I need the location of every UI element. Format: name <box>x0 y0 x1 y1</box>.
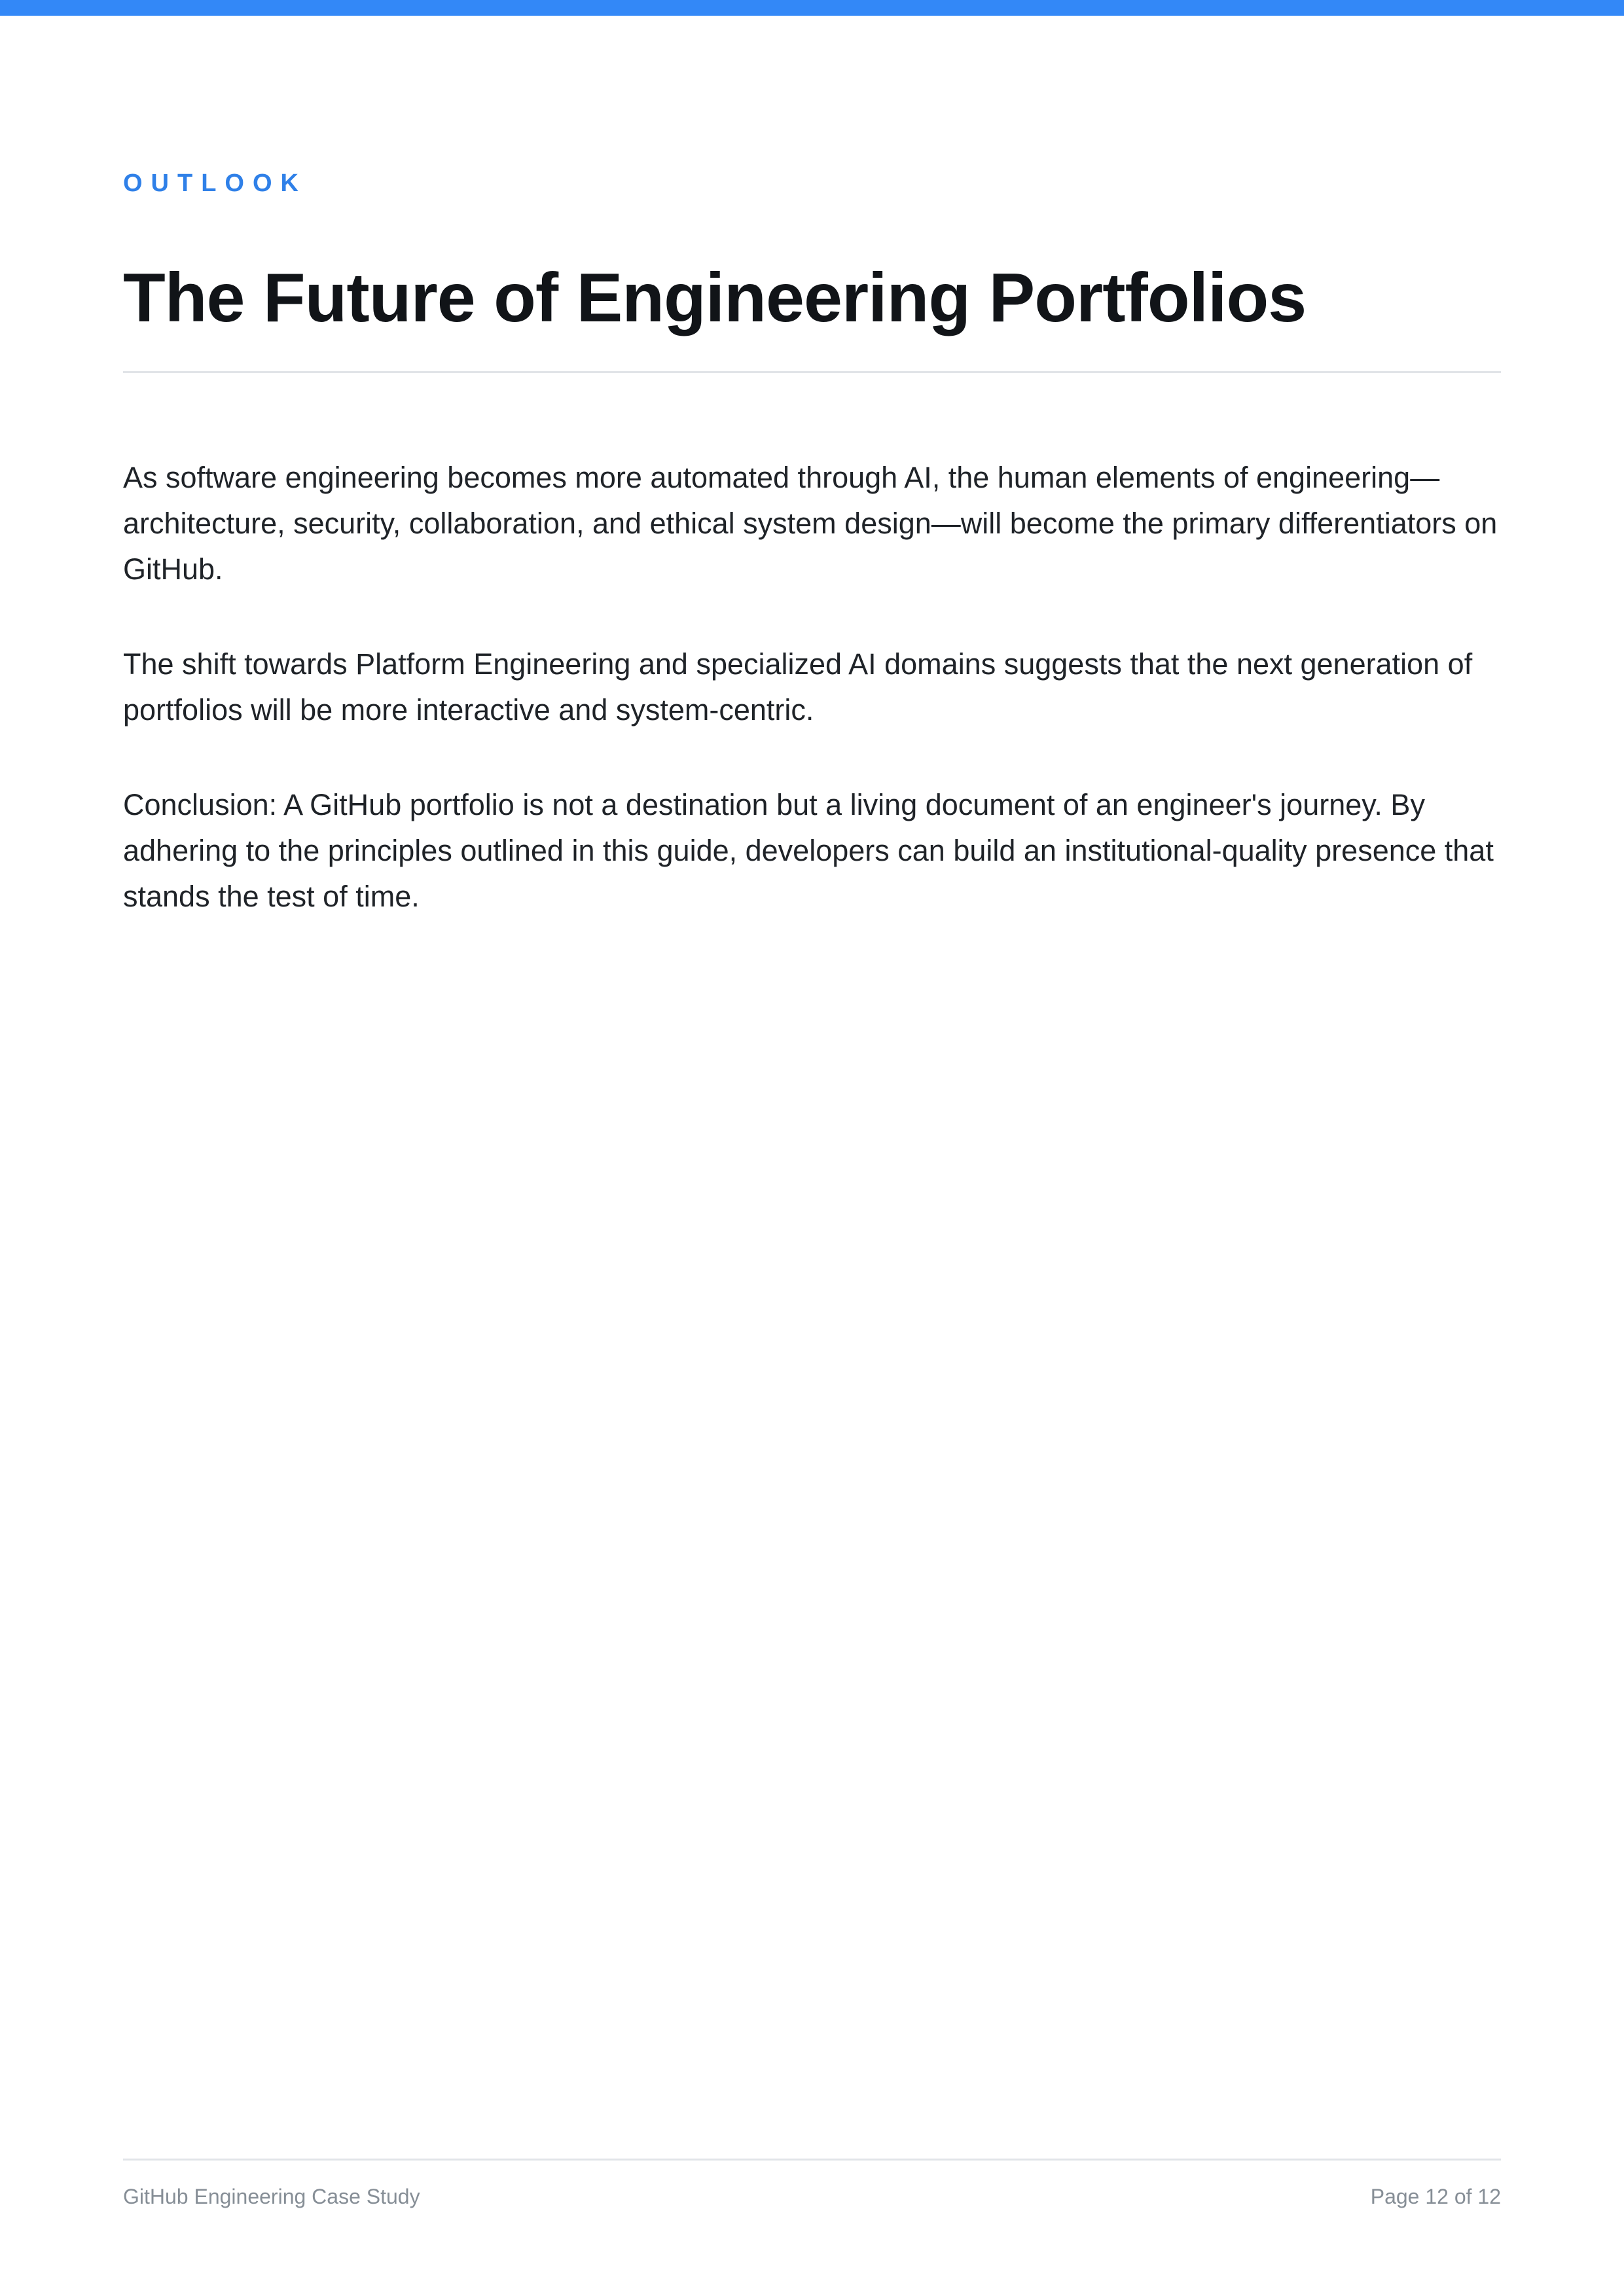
footer-page-number: Page 12 of 12 <box>1370 2185 1501 2208</box>
paragraph-conclusion: Conclusion: A GitHub portfolio is not a destination but a living document of an engineer's journey. By adhering to the principles outlined in this guide, developers can build an institutional-quality presence that stands the test of time. <box>123 788 1494 913</box>
page-title: The Future of Engineering Portfolios <box>123 259 1307 336</box>
paragraph-ai-human-elements: As software engineering becomes more automated through AI, the human elements of engineering—architecture, security, collaboration, and ethical system design—will become the primary differentiators on GitHub. <box>123 461 1498 586</box>
footer-divider <box>123 2159 1501 2161</box>
document-page <box>123 0 1501 2296</box>
title-divider <box>123 371 1501 373</box>
paragraph-platform-engineering: The shift towards Platform Engineering and specialized AI domains suggests that the next generation of portfolios will be more interactive and system-centric. <box>123 647 1473 726</box>
footer-document-name: GitHub Engineering Case Study <box>123 2185 420 2208</box>
body-text <box>123 455 1501 969</box>
section-eyebrow: OUTLOOK <box>123 170 307 197</box>
